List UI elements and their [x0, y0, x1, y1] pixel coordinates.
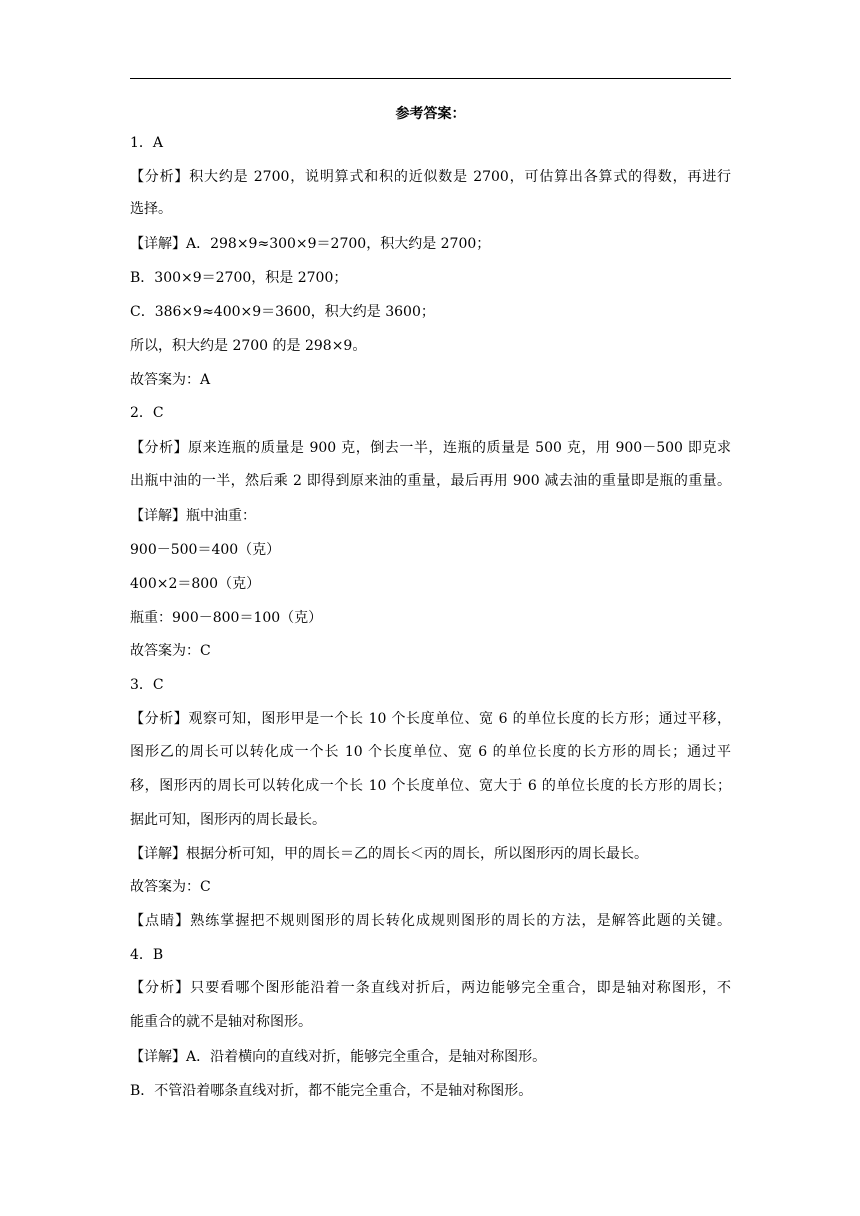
answer-line: 所以，积大约是 2700 的是 298×9。 — [130, 338, 367, 354]
answer-line: 【点睛】熟练掌握把不规则图形的周长转化成规则图形的周长的方法，是解答此题的关键。 — [130, 913, 731, 929]
answer-line: 【分析】只要看哪个图形能沿着一条直线对折后，两边能够完全重合，即是轴对称图形，不 — [130, 980, 731, 996]
answer-line: 【分析】原来连瓶的质量是 900 克，倒去一半，连瓶的质量是 500 克，用 900－500 即克求 — [130, 440, 731, 456]
page-title: 参考答案： — [395, 106, 466, 122]
answer-line: B．不管沿着哪条直线对折，都不能完全重合，不是轴对称图形。 — [130, 1083, 533, 1099]
header-rule — [130, 78, 731, 79]
answer-line: 4．B — [130, 947, 164, 963]
answer-line: 【详解】根据分析可知，甲的周长＝乙的周长＜丙的周长，所以图形丙的周长最长。 — [130, 846, 648, 862]
answer-line: 图形乙的周长可以转化成一个长 10 个长度单位、宽 6 的单位长度的长方形的周长；通过平 — [130, 744, 731, 760]
answer-line: 400×2＝800（克） — [130, 576, 261, 592]
answer-line: 【详解】瓶中油重： — [130, 508, 256, 524]
answer-line: 能重合的就不是轴对称图形。 — [130, 1014, 312, 1030]
answer-line: 【详解】A．沿着横向的直线对折，能够完全重合，是轴对称图形。 — [130, 1049, 547, 1065]
answer-line: 选择。 — [130, 201, 172, 217]
answer-line: 故答案为：C — [130, 879, 211, 895]
answer-line: 故答案为：C — [130, 643, 211, 659]
answer-line: C．386×9≈400×9＝3600，积大约是 3600； — [130, 304, 435, 320]
answer-line: 出瓶中油的一半，然后乘 2 即得到原来油的重量，最后再用 900 减去油的重量即是瓶的重量。 — [130, 473, 731, 489]
answer-line: 故答案为：A — [130, 372, 211, 388]
answer-line: 1．A — [130, 135, 164, 151]
answer-line: 据此可知，图形丙的周长最长。 — [130, 812, 326, 828]
answer-line: 900－500＝400（克） — [130, 542, 281, 558]
answer-line: 3．C — [130, 677, 164, 693]
answer-line: 2．C — [130, 405, 164, 421]
answer-line: 移，图形丙的周长可以转化成一个长 10 个长度单位、宽大于 6 的单位长度的长方形的周长； — [130, 778, 731, 794]
answer-line: B．300×9＝2700，积是 2700； — [130, 270, 348, 286]
answer-line: 瓶重：900－800＝100（克） — [130, 610, 323, 626]
answer-line: 【详解】A．298×9≈300×9＝2700，积大约是 2700； — [130, 236, 491, 252]
answer-line: 【分析】观察可知，图形甲是一个长 10 个长度单位、宽 6 的单位长度的长方形；通过平移， — [130, 711, 731, 727]
answer-line: 【分析】积大约是 2700，说明算式和积的近似数是 2700，可估算出各算式的得数，再进行 — [130, 169, 731, 185]
